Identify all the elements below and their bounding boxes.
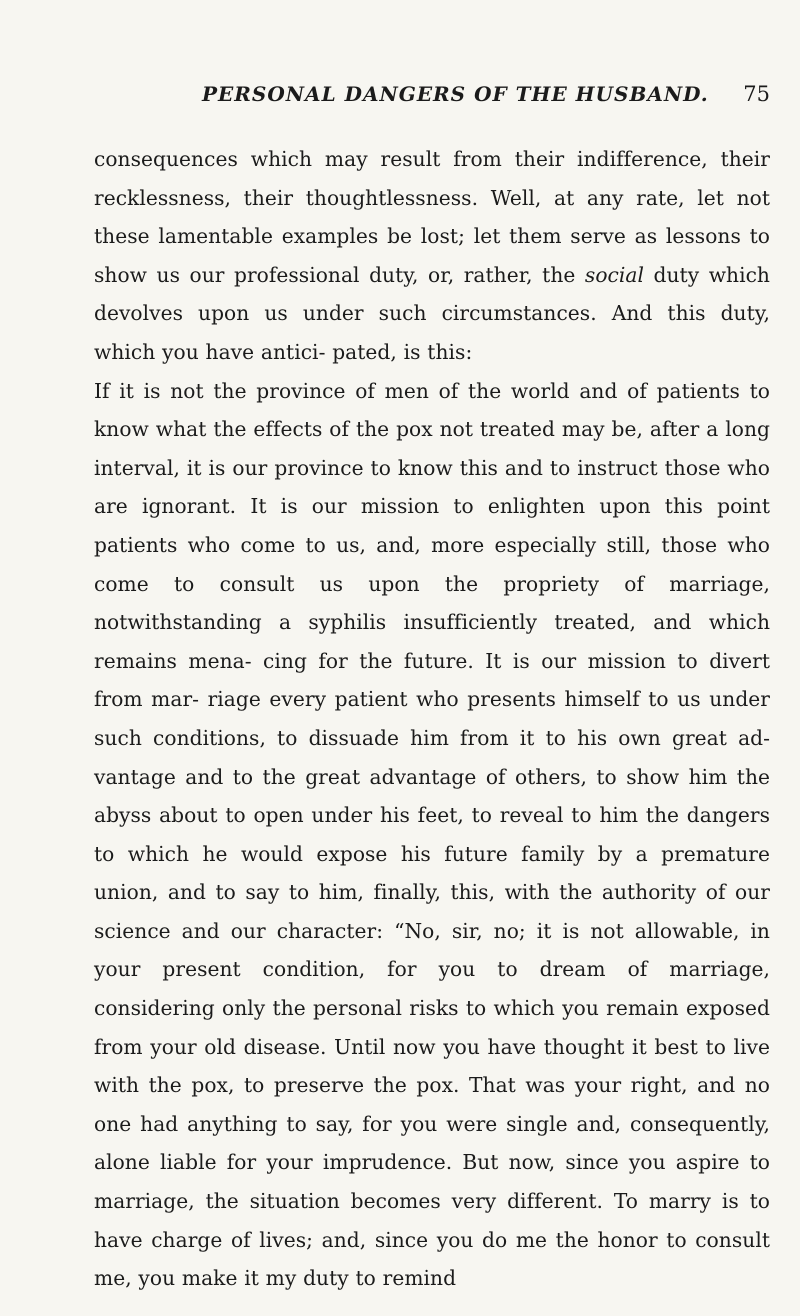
running-title: PERSONAL DANGERS OF THE HUSBAND. (202, 82, 709, 106)
book-page (94, 82, 770, 1298)
paragraph-1-text-a: consequences which may result from their indifference, their recklessness, their thoughtlessness. Well, at any rate, let not these lamentable examples be lost; let them serve as lessons to show us our professional duty, or, rather, the (94, 147, 770, 287)
paragraph-1-italic: social (584, 262, 644, 287)
running-head (94, 82, 770, 118)
paragraph-1 (94, 140, 770, 372)
page-number: 75 (743, 82, 770, 106)
paragraph-2: If it is not the province of men of the world and of patients to know what the effects of the pox not treated may be, after a long interval, it is our province to know this and to instruct those who are ignorant. It is our mission to enlighten upon this point patients who come to us, and, more especially still, those who come to consult us upon the propriety of marriage, notwithstanding a syphilis insufficiently treated, and which remains mena- cing for the future. It is our mission to divert from mar- riage every patient who presents himself to us under such conditions, to dissuade him from it to his own great ad- vantage and to the great advantage of others, to show him the abyss about to open under his feet, to reveal to him the dangers to which he would expose his future family by a premature union, and to say to him, finally, this, with the authority of our science and our character: “No, sir, no; it is not allowable, in your present condition, for you to dream of marriage, considering only the personal risks to which you remain exposed from your old disease. Until now you have thought it best to live with the pox, to preserve the pox. That was your right, and no one had anything to say, for you were single and, consequently, alone liable for your imprudence. But now, since you aspire to marriage, the situation becomes very different. To marry is to have charge of lives; and, since you do me the honor to consult me, you make it my duty to remind (94, 378, 770, 1291)
paragraph-1-text-b: duty which devolves upon us under such circumstances. And this duty, which you have antici- pated, is this: (94, 262, 770, 364)
